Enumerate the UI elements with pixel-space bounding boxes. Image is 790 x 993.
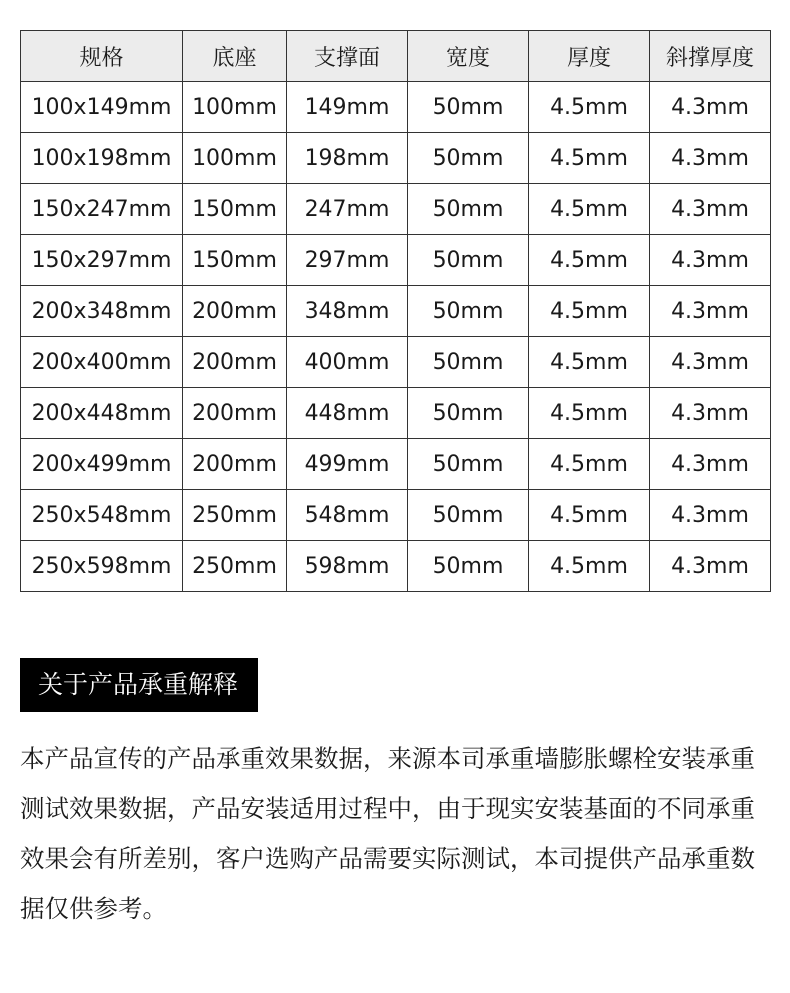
cell-brace-thickness: 4.3mm [650, 490, 771, 541]
table-row [21, 439, 771, 490]
cell-base: 200mm [183, 388, 287, 439]
cell-support-face: 348mm [287, 286, 408, 337]
cell-thickness: 4.5mm [529, 337, 650, 388]
cell-support-face: 297mm [287, 235, 408, 286]
cell-support-face: 448mm [287, 388, 408, 439]
cell-thickness: 4.5mm [529, 133, 650, 184]
cell-support-face: 149mm [287, 82, 408, 133]
cell-width: 50mm [408, 541, 529, 592]
header-width: 宽度 [408, 31, 529, 82]
cell-spec: 150x297mm [21, 235, 183, 286]
header-support-face: 支撑面 [287, 31, 408, 82]
table-row [21, 490, 771, 541]
cell-width: 50mm [408, 337, 529, 388]
cell-spec: 200x499mm [21, 439, 183, 490]
cell-base: 100mm [183, 82, 287, 133]
cell-width: 50mm [408, 133, 529, 184]
cell-brace-thickness: 4.3mm [650, 82, 771, 133]
cell-base: 150mm [183, 184, 287, 235]
cell-brace-thickness: 4.3mm [650, 337, 771, 388]
cell-spec: 200x448mm [21, 388, 183, 439]
cell-thickness: 4.5mm [529, 82, 650, 133]
cell-brace-thickness: 4.3mm [650, 439, 771, 490]
cell-brace-thickness: 4.3mm [650, 133, 771, 184]
cell-base: 200mm [183, 286, 287, 337]
header-thickness: 厚度 [529, 31, 650, 82]
header-spec: 规格 [21, 31, 183, 82]
table-row [21, 337, 771, 388]
cell-width: 50mm [408, 184, 529, 235]
cell-brace-thickness: 4.3mm [650, 388, 771, 439]
cell-spec: 200x348mm [21, 286, 183, 337]
cell-base: 150mm [183, 235, 287, 286]
cell-base: 200mm [183, 439, 287, 490]
cell-width: 50mm [408, 286, 529, 337]
cell-width: 50mm [408, 82, 529, 133]
cell-base: 250mm [183, 541, 287, 592]
table-row [21, 184, 771, 235]
cell-base: 200mm [183, 337, 287, 388]
cell-thickness: 4.5mm [529, 490, 650, 541]
cell-spec: 250x548mm [21, 490, 183, 541]
cell-width: 50mm [408, 388, 529, 439]
cell-spec: 100x149mm [21, 82, 183, 133]
cell-thickness: 4.5mm [529, 439, 650, 490]
cell-spec: 200x400mm [21, 337, 183, 388]
cell-support-face: 499mm [287, 439, 408, 490]
cell-thickness: 4.5mm [529, 184, 650, 235]
cell-width: 50mm [408, 490, 529, 541]
table-row [21, 235, 771, 286]
cell-brace-thickness: 4.3mm [650, 286, 771, 337]
cell-support-face: 598mm [287, 541, 408, 592]
spec-table [20, 30, 771, 592]
table-header-row [21, 31, 771, 82]
cell-support-face: 400mm [287, 337, 408, 388]
cell-brace-thickness: 4.3mm [650, 541, 771, 592]
cell-support-face: 198mm [287, 133, 408, 184]
cell-base: 250mm [183, 490, 287, 541]
cell-spec: 250x598mm [21, 541, 183, 592]
table-row [21, 82, 771, 133]
cell-spec: 100x198mm [21, 133, 183, 184]
cell-width: 50mm [408, 439, 529, 490]
table-row [21, 388, 771, 439]
cell-spec: 150x247mm [21, 184, 183, 235]
cell-width: 50mm [408, 235, 529, 286]
cell-brace-thickness: 4.3mm [650, 184, 771, 235]
load-explanation-heading: 关于产品承重解释 [20, 658, 258, 712]
cell-thickness: 4.5mm [529, 388, 650, 439]
load-explanation-text: 本产品宣传的产品承重效果数据，来源本司承重墙膨胀螺栓安装承重测试效果数据，产品安装适用过程中，由于现实安装基面的不同承重效果会有所差别，客户选购产品需要实际测试，本司提供产品承重数据仅供参考。 [20, 744, 755, 923]
cell-thickness: 4.5mm [529, 541, 650, 592]
cell-support-face: 548mm [287, 490, 408, 541]
table-row [21, 286, 771, 337]
cell-brace-thickness: 4.3mm [650, 235, 771, 286]
header-base: 底座 [183, 31, 287, 82]
table-row [21, 541, 771, 592]
cell-thickness: 4.5mm [529, 235, 650, 286]
header-brace-thickness: 斜撑厚度 [650, 31, 771, 82]
cell-support-face: 247mm [287, 184, 408, 235]
cell-thickness: 4.5mm [529, 286, 650, 337]
table-row [21, 133, 771, 184]
cell-base: 100mm [183, 133, 287, 184]
